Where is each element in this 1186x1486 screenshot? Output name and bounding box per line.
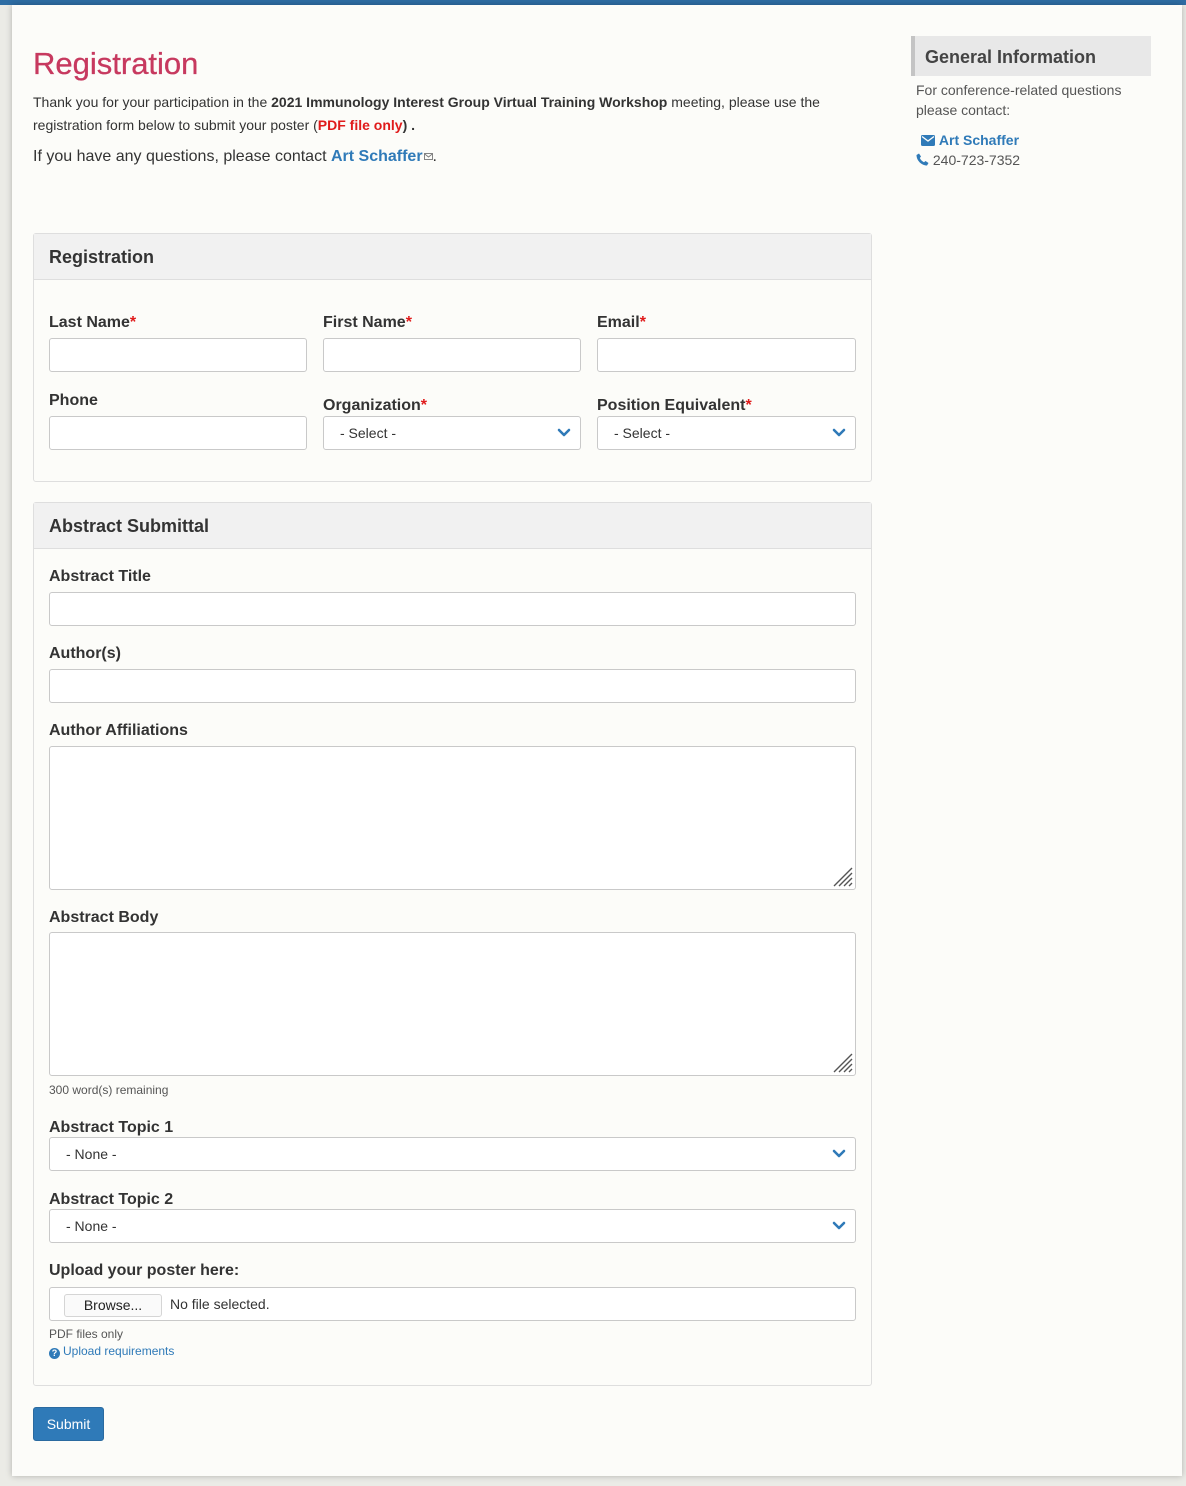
resize-handle-icon[interactable]: [829, 1049, 853, 1073]
upload-requirements-link[interactable]: ? Upload requirements: [49, 1344, 174, 1359]
upload-label: Upload your poster here:: [49, 1262, 240, 1279]
phone-label: Phone: [49, 392, 98, 409]
topic1-label: Abstract Topic 1: [49, 1119, 174, 1136]
words-remaining: 300 word(s) remaining: [49, 1083, 169, 1097]
abstract-panel-heading: Abstract Submittal: [34, 503, 871, 549]
registration-panel: [33, 233, 872, 482]
file-upload-field: [49, 1287, 856, 1321]
chevron-down-icon: [832, 1220, 846, 1232]
email-label: Email*: [597, 314, 646, 331]
phone-icon: [916, 153, 929, 166]
affiliations-label: Author Affiliations: [49, 722, 188, 739]
authors-input[interactable]: [49, 669, 856, 703]
file-status: No file selected.: [170, 1296, 270, 1312]
submit-button[interactable]: Submit: [33, 1407, 104, 1441]
abstract-body-textarea[interactable]: [49, 932, 856, 1076]
abstract-title-input[interactable]: [49, 592, 856, 626]
topic2-select[interactable]: [49, 1209, 856, 1243]
contact-line: [33, 146, 437, 168]
external-mail-icon: [424, 153, 433, 160]
registration-panel-heading: Registration: [34, 234, 871, 280]
sidebar-contact-link[interactable]: Art Schaffer: [938, 132, 1020, 148]
sidebar: [911, 36, 1151, 168]
authors-label: Author(s): [49, 645, 121, 662]
intro-post: ) .: [402, 117, 416, 133]
resize-handle-icon[interactable]: [829, 863, 853, 887]
intro-text: [33, 91, 872, 137]
abstract-title-label: Abstract Title: [49, 568, 151, 585]
organization-select-value: - Select -: [340, 425, 397, 441]
last-name-input[interactable]: [49, 338, 307, 372]
email-input[interactable]: [597, 338, 856, 372]
topic1-select-value: - None -: [66, 1146, 117, 1162]
page-container: [12, 5, 1182, 1476]
first-name-label: First Name*: [323, 314, 412, 331]
position-label: Position Equivalent*: [597, 397, 752, 414]
contact-link[interactable]: Art Schaffer: [330, 148, 423, 165]
contact-post: .: [432, 148, 437, 165]
sidebar-heading: General Information: [911, 36, 1151, 76]
event-name: 2021 Immunology Interest Group Virtual Training Workshop: [271, 94, 668, 110]
pdf-only-note: PDF file only: [317, 117, 403, 133]
pdf-files-help: PDF files only: [49, 1327, 124, 1341]
question-circle-icon: ?: [49, 1348, 60, 1359]
intro-mid: meeting, please use the registration form below to submit your poster (: [33, 94, 820, 133]
position-select[interactable]: [597, 416, 856, 450]
sidebar-phone: [916, 152, 1020, 168]
chevron-down-icon: [557, 427, 571, 439]
intro-pre: Thank you for your participation in the: [33, 94, 272, 110]
contact-pre: If you have any questions, please contact: [33, 148, 331, 165]
sidebar-contact: [921, 132, 1019, 148]
position-select-value: - Select -: [614, 425, 671, 441]
topic1-select[interactable]: [49, 1137, 856, 1171]
abstract-body-label: Abstract Body: [49, 909, 159, 926]
affiliations-textarea[interactable]: [49, 746, 856, 890]
topic2-select-value: - None -: [66, 1218, 117, 1234]
chevron-down-icon: [832, 427, 846, 439]
sidebar-phone-number: 240-723-7352: [932, 152, 1021, 168]
sidebar-text: For conference-related questions please contact:: [916, 82, 1122, 118]
envelope-icon: [921, 135, 935, 146]
first-name-input[interactable]: [323, 338, 581, 372]
page-title: Registration: [33, 46, 199, 81]
browse-button[interactable]: Browse...: [64, 1294, 162, 1317]
chevron-down-icon: [832, 1148, 846, 1160]
organization-select[interactable]: [323, 416, 581, 450]
phone-input[interactable]: [49, 416, 307, 450]
last-name-label: Last Name*: [49, 314, 137, 331]
abstract-panel: [33, 502, 872, 1386]
organization-label: Organization*: [323, 397, 428, 414]
topic2-label: Abstract Topic 2: [49, 1191, 174, 1208]
